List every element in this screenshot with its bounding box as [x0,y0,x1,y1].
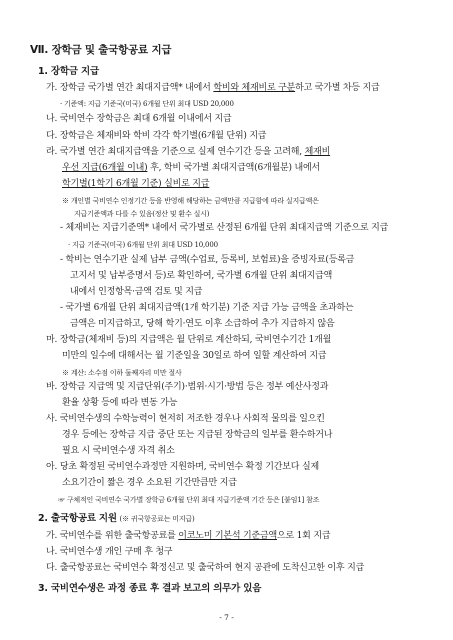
underlined-text: 우선 지급(6개월 이내) [62,163,148,173]
scholarship-tuition-3: 내에서 인정항목·금액 검토 및 지급 [70,287,203,297]
airfare-item-da: 다. 출국항공료는 국비연수 확정신고 및 출국하여 현지 공관에 도착신고한 이후 지급 [46,563,365,573]
heading-note: (※ 귀국항공료는 미지급) [119,515,195,523]
scholarship-item-sa-1: 사. 국비연수생의 수학능력이 현저히 저조한 경우나 사회적 물의를 일으킨 [46,414,325,424]
scholarship-item-a-2: 소요기간이 짧은 경우 소요된 기간만큼만 지급 [62,478,237,488]
scholarship-sem-2: 금액은 미지급하고, 당해 학기·연도 이후 소급하여 추가 지급하지 않음 [70,319,335,329]
item-text: 으로 1회 지급 [277,531,331,541]
underlined-text: 학비와 체재비로 구분 [213,83,296,93]
scholarship-ma-note: ※ 계산: 소수점 이하 둘째자리 미만 절사 [62,369,182,377]
report-heading: 3. 국비연수생은 과정 종료 후 결과 보고의 의무가 있음 [38,583,262,594]
scholarship-reference-note: ☞ 구체적인 국비연수 국가별 장학금 6개월 단위 최대 지급기준액 기간 등은 [붙임1] 참조 [58,496,320,504]
scholarship-item-da: 다. 장학금은 체재비와 학비 각각 학기별(6개월 단위) 지급 [46,131,267,141]
scholarship-sem-1: - 국가별 6개월 단위 최대지급액(1개 학기분) 기준 지급 가능 금액을 초과하는 [60,303,354,313]
scholarship-ra-note-2: 지급기준액과 다를 수 있음(정산 및 환수 실시) [74,210,210,218]
scholarship-item-ma-1: 마. 장학금(체재비 등)의 지급액은 월 단위로 계산하되, 국비연수기간 1개월 [46,335,332,345]
scholarship-item-ra-line2 [62,162,320,174]
item-text: 가. 장학금 국가별 연간 최대지급액* 내에서 [46,83,214,93]
item-text: 하고 국가별 차등 지급 [295,83,380,93]
scholarship-item-na: 나. 국비연수 장학금은 최대 6개월 이내에서 지급 [46,114,232,124]
scholarship-ga-note: · 기준액: 지급 기준국(미국) 6개월 단위 최대 USD 20,000 [60,100,234,108]
airfare-heading [38,513,195,525]
underlined-text: 체재비 [304,147,331,157]
scholarship-tuition-1: - 학비는 연수기관 실제 납부 금액(수업료, 등록비, 보험료)을 증빙자료(등록금 [60,255,355,265]
scholarship-item-ga [46,82,380,94]
airfare-item-ga [46,530,330,542]
section-title: Ⅶ. 장학금 및 출국항공료 지급 [30,44,172,56]
scholarship-item-sa-2: 경우 등에는 장학금 지급 중단 또는 지급된 장학금의 일부를 환수하거나 [62,430,333,440]
scholarship-item-ba-1: 바. 장학금 지급액 및 지급단위(주기)·범위·시기·방법 등은 정부 예산사정과 [46,382,329,392]
heading-text: 2. 출국항공료 지원 [38,513,117,524]
scholarship-heading: 1. 장학금 지급 [38,66,99,77]
item-text: 가. 국비연수를 위한 출국항공료를 [46,531,179,541]
airfare-item-na: 나. 국비연수생 개인 구매 후 청구 [46,547,173,557]
underlined-text: 이코노미 기본석 기준금액 [178,531,277,541]
item-text: 라. 국가별 연간 최대지급액을 기준으로 실제 연수기간 등을 고려해, [46,147,305,157]
scholarship-item-a-1: 아. 당초 확정된 국비연수과정만 지원하며, 국비연수 확정 기간보다 실제 [46,462,319,472]
scholarship-item-ba-2: 환율 상황 등에 따라 변동 가능 [62,398,178,408]
item-text: 후, 학비 국가별 최대지급액(6개월분) 내에서 [147,163,320,173]
underlined-text: 학기별(1학기 6개월 기준) 실비로 지급 [62,179,210,189]
scholarship-item-ma-2: 미만의 일수에 대해서는 월 기준일을 30일로 하여 일할 계산하여 지급 [62,351,327,361]
scholarship-living: - 체재비는 지급기준액* 내에서 국가별로 산정된 6개월 단위 최대지급액 기준으로 지급 [60,223,389,233]
page-number: - 7 - [219,613,234,622]
scholarship-item-sa-3: 필요 시 국비연수생 자격 취소 [62,446,175,456]
scholarship-living-note: · 지급 기준국(미국) 6개월 단위 최대 USD 10,000 [68,241,218,249]
scholarship-ra-note-1: ※ 개인별 국비연수 인정기간 등을 반영해 해당하는 금액만큼 지급함에 따라 실지급액은 [62,197,319,205]
scholarship-tuition-2: 고지서 및 납부증명서 등)로 확인하여, 국가별 6개월 단위 최대지급액 [70,271,333,281]
scholarship-item-ra-line3 [62,178,209,190]
scholarship-item-ra-line1 [46,146,330,158]
